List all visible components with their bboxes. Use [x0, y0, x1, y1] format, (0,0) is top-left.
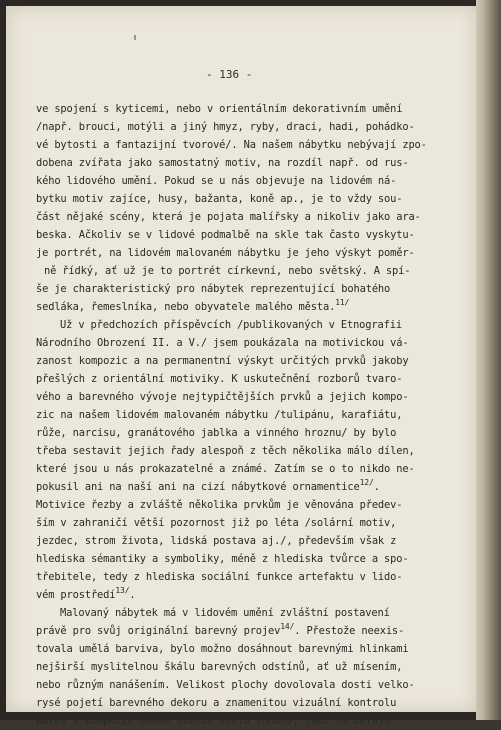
line-text: barev a kompozic během tvorby zcela shodně, jako to dělají — [36, 715, 391, 727]
text-line — [36, 299, 349, 316]
text-line — [36, 623, 404, 640]
footnote-reference: 14/ — [280, 622, 295, 631]
line-text: ně řídký, ať už je to portrét církevní, nebo světský. A spí- — [44, 265, 411, 277]
text-line — [36, 569, 402, 586]
line-text: zanost kompozic a na permanentní výskyt určitých prvků jakoby — [36, 355, 409, 367]
text-line — [36, 353, 408, 370]
line-text: ve spojení s kyticemi, nebo v orientálním dekorativním umění — [36, 103, 403, 115]
line-text: třebitele, tedy z hlediska sociální funkce artefaktu v lido- — [36, 571, 403, 583]
line-text: rysé pojetí barevného dekoru a znamenitou vizuální kontrolu — [36, 697, 397, 709]
line-text: právě pro svůj originální barevný projev — [36, 625, 281, 637]
text-line — [36, 533, 396, 550]
line-text-after: . Přestože neexis- — [294, 625, 405, 637]
line-text: nejširší myslitelnou škálu barevných odstínů, ať už mísením, — [36, 661, 403, 673]
line-text: je portrét, na lidovém malovaném nábytku je jeho výskyt poměr- — [36, 247, 415, 259]
line-text: třeba sestavit jejich řady alespoň z těch několika málo dílen, — [36, 445, 415, 457]
text-line — [36, 389, 408, 406]
line-text: hlediska sémantiky a symboliky, méně z hlediska tvůrce a spo- — [36, 553, 409, 565]
text-line — [36, 191, 402, 208]
text-line — [36, 677, 415, 694]
line-text: /např. brouci, motýli a jiný hmyz, ryby, draci, hadi, pohádko- — [36, 121, 415, 133]
line-text: jezdec, strom života, lidská postava aj./, především však z — [36, 535, 397, 547]
footnote-reference: 11/ — [335, 298, 350, 307]
text-line — [36, 641, 408, 658]
footnote-reference: 13/ — [115, 586, 130, 595]
line-text: vém prostředí — [36, 589, 116, 601]
text-line — [36, 695, 396, 712]
line-text: přešlých z orientální motiviky. K uskutečnění rozborů tvaro- — [36, 373, 403, 385]
line-text: dobena zvířata jako samostatný motiv, na rozdíl např. od rus- — [36, 157, 409, 169]
text-line — [36, 659, 402, 676]
line-text: část nějaké scény, která je pojata malířsky a nikoliv jako ara- — [36, 211, 421, 223]
text-line — [36, 335, 408, 352]
text-line — [36, 227, 415, 244]
line-text: bytku motiv zajíce, husy, bažanta, koně ap., je to vždy sou- — [36, 193, 403, 205]
document-page — [6, 6, 476, 727]
line-text: kého lidového umění. Pokud se u nás objevuje na lidovém ná- — [36, 175, 397, 187]
text-line — [36, 371, 402, 388]
book-binding-edge — [476, 0, 501, 720]
line-text: Malovaný nábytek má v lidovém umění zvláštní postavení — [60, 607, 390, 619]
line-text-after: . — [373, 481, 380, 493]
line-text: sedláka, řemeslníka, nebo obyvatele malého města. — [36, 301, 336, 313]
footnote-reference: 12/ — [359, 478, 374, 487]
line-text: vého a barevného vývoje nejtypičtějších prvků a jejich kompo- — [36, 391, 409, 403]
text-line — [36, 461, 415, 478]
text-line — [36, 497, 402, 514]
text-line — [36, 281, 390, 298]
paper-speck — [134, 35, 136, 40]
line-text: tovala umělá barviva, bylo možno dosáhnout barevnými hlinkami — [36, 643, 409, 655]
line-text: Už v předchozích příspěvcích /publikovaných v Etnografii — [60, 319, 402, 331]
line-text: růže, narcisu, granátového jablka a vinného hroznu/ by bylo — [36, 427, 397, 439]
line-text: vé bytosti a fantazijní tvorové/. Na našem nábytku nebývají zpo- — [36, 139, 427, 151]
text-line — [36, 443, 415, 460]
text-line — [44, 263, 410, 280]
line-text: nebo různým nanášením. Velikost plochy dovolovala dosti velko- — [36, 679, 415, 691]
line-text: pokusil ani na naší ani na cizí nábytkové ornamentice — [36, 481, 360, 493]
text-line — [36, 119, 415, 136]
line-text: Národního Obrození II. a V./ jsem poukázala na motivickou vá- — [36, 337, 409, 349]
text-line — [36, 515, 396, 532]
text-line — [36, 173, 396, 190]
line-text-after: . — [129, 589, 136, 601]
text-line — [36, 245, 415, 262]
text-line — [60, 317, 402, 334]
line-text: zic na našem lidovém malovaném nábytku /tulipánu, karafiátu, — [36, 409, 403, 421]
line-text: beska. Ačkoliv se v lidové podmalbě na skle tak často vyskytu- — [36, 229, 415, 241]
text-line — [36, 137, 427, 154]
line-text: ším v zahraničí větší pozornost již po léta /solární motiv, — [36, 517, 397, 529]
line-text: Motivice řezby a zvláště několika prvkům je věnována předev- — [36, 499, 403, 511]
text-line — [36, 425, 396, 442]
line-text: še je charakteristický pro nábytek reprezentující bohatého — [36, 283, 391, 295]
text-line — [60, 605, 390, 622]
text-line — [36, 101, 402, 118]
text-line — [36, 407, 402, 424]
text-line — [36, 587, 135, 604]
text-line — [36, 155, 408, 172]
text-line — [36, 551, 408, 568]
text-line — [36, 713, 390, 730]
text-line — [36, 209, 421, 226]
line-text: které jsou u nás prokazatelné a známé. Zatím se o to nikdo ne- — [36, 463, 415, 475]
page-number: - 136 - — [206, 68, 253, 81]
text-line — [36, 479, 380, 496]
